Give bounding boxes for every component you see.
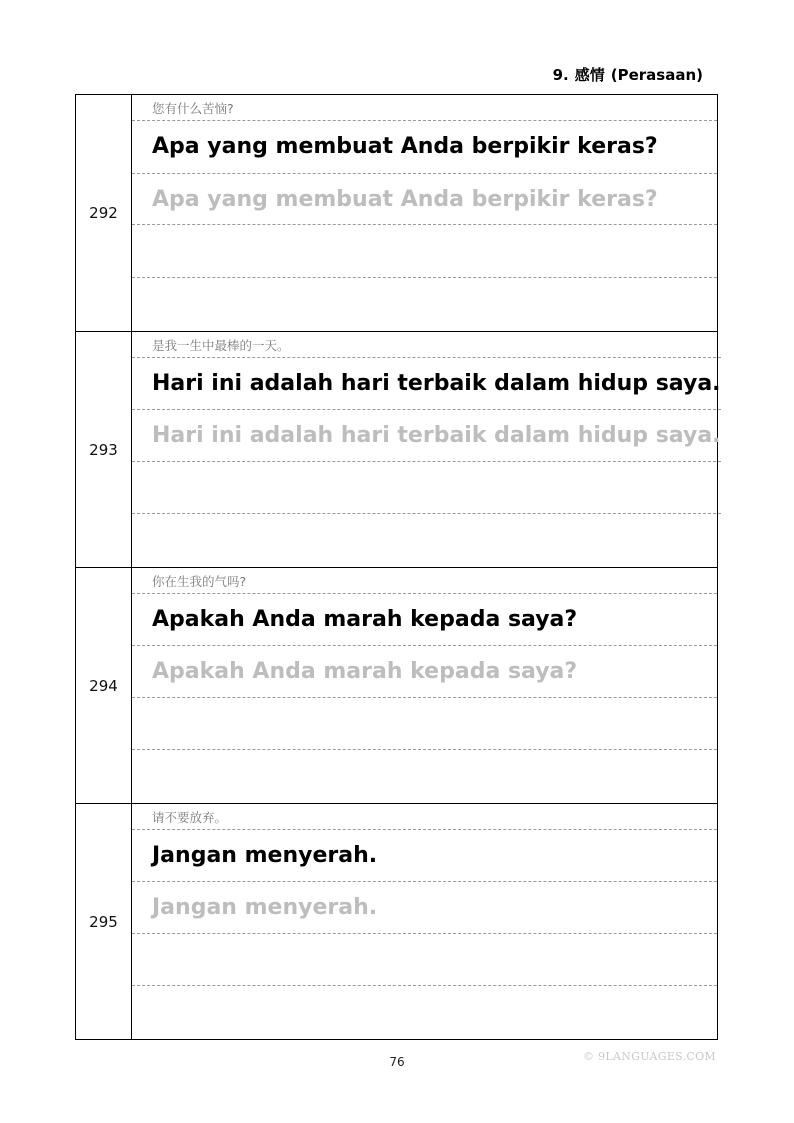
- writing-lines: [132, 804, 717, 1039]
- model-sentence: Apa yang membuat Anda berpikir keras?: [132, 121, 717, 174]
- entry-number: 293: [76, 332, 132, 567]
- practice-entry: [76, 804, 717, 1040]
- model-sentence: Jangan menyerah.: [132, 830, 717, 883]
- entry-number: 292: [76, 95, 132, 331]
- practice-entry: [76, 332, 721, 568]
- model-sentence: Apakah Anda marah kepada saya?: [132, 594, 717, 647]
- chinese-prompt: 你在生我的气吗?: [132, 568, 717, 594]
- page-number: 76: [389, 1055, 405, 1069]
- blank-writing-line[interactable]: [132, 698, 717, 751]
- chapter-title: 感情: [574, 66, 605, 84]
- chinese-prompt: 您有什么苦恼?: [132, 95, 717, 121]
- blank-writing-line[interactable]: [132, 934, 717, 987]
- practice-entry: [76, 568, 717, 804]
- trace-sentence: Jangan menyerah.: [132, 882, 717, 934]
- writing-lines: [132, 332, 721, 567]
- blank-writing-line[interactable]: [132, 278, 717, 331]
- writing-lines: [132, 95, 717, 331]
- chinese-prompt: 是我一生中最棒的一天。: [132, 332, 721, 358]
- blank-writing-line[interactable]: [132, 986, 717, 1039]
- entry-number: 294: [76, 568, 132, 803]
- trace-sentence: Apakah Anda marah kepada saya?: [132, 646, 717, 698]
- model-sentence: Hari ini adalah hari terbaik dalam hidup saya.: [132, 358, 721, 411]
- chinese-prompt: 请不要放弃。: [132, 804, 717, 830]
- entry-number: 295: [76, 804, 132, 1039]
- practice-entry: [76, 95, 717, 332]
- blank-writing-line[interactable]: [132, 514, 721, 567]
- chapter-header: [553, 64, 703, 85]
- copyright-watermark: © 9LANGUAGES.COM: [583, 1050, 716, 1063]
- chapter-subtitle: (Perasaan): [610, 66, 703, 84]
- blank-writing-line[interactable]: [132, 225, 717, 278]
- practice-table: [75, 94, 721, 1040]
- writing-lines: [132, 568, 717, 803]
- trace-sentence: Apa yang membuat Anda berpikir keras?: [132, 174, 717, 226]
- blank-writing-line[interactable]: [132, 750, 717, 803]
- trace-sentence: Hari ini adalah hari terbaik dalam hidup saya.: [132, 410, 721, 462]
- chapter-number: 9.: [552, 66, 569, 84]
- blank-writing-line[interactable]: [132, 462, 721, 515]
